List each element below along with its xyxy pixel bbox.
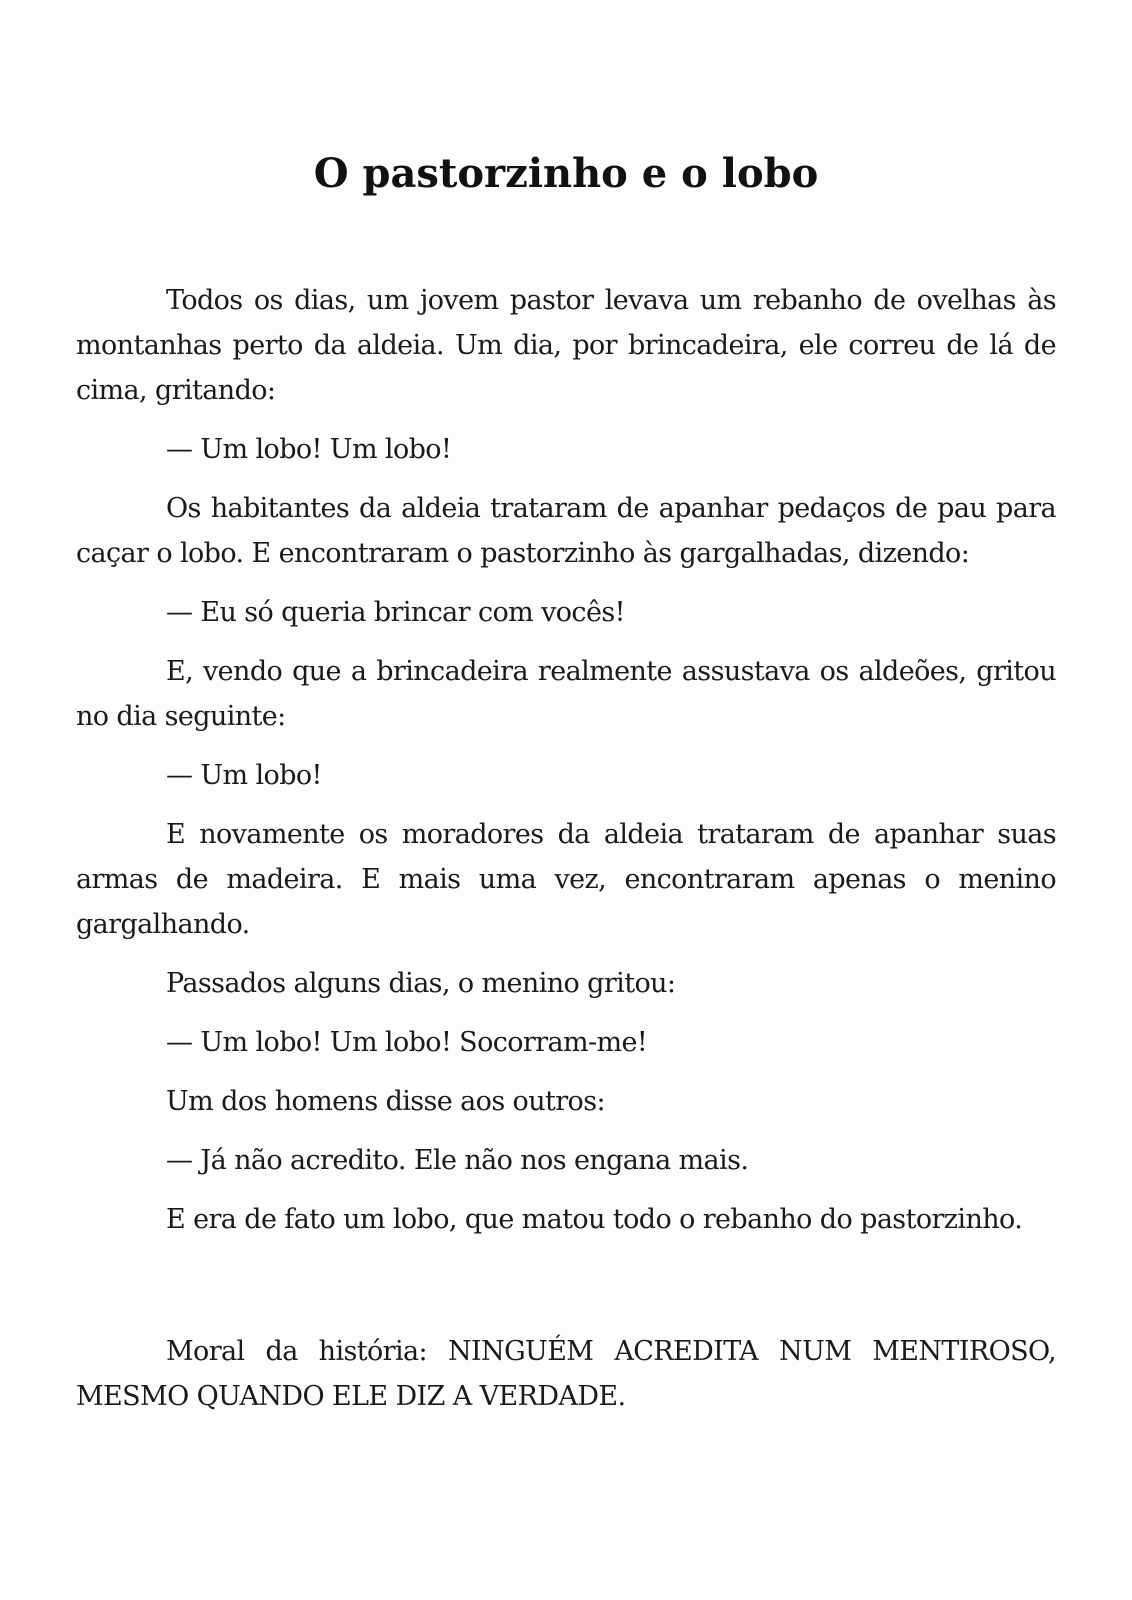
story-paragraph: E, vendo que a brincadeira realmente assustava os aldeões, gritou no dia seguinte: (76, 656, 1056, 732)
moral-statement: Moral da história: NINGUÉM ACREDITA NUM MENTIROSO, MESMO QUANDO ELE DIZ A VERDADE. (76, 1336, 1056, 1412)
story-paragraph: Um dos homens disse aos outros: (166, 1086, 605, 1117)
dialogue-line: — Já não acredito. Ele não nos engana mais. (166, 1145, 749, 1176)
dialogue-line: — Um lobo! Um lobo! (166, 434, 452, 465)
story-paragraph: Os habitantes da aldeia trataram de apanhar pedaços de pau para caçar o lobo. E encontraram o pastorzinho às gargalhadas, dizendo: (76, 493, 1056, 569)
document-title: O pastorzinho e o lobo (313, 150, 819, 197)
dialogue-line: — Um lobo! (166, 760, 322, 791)
story-paragraph: Passados alguns dias, o menino gritou: (166, 968, 676, 999)
story-paragraph: E era de fato um lobo, que matou todo o rebanho do pastorzinho. (166, 1204, 1023, 1235)
dialogue-line: — Um lobo! Um lobo! Socorram-me! (166, 1027, 648, 1058)
dialogue-line: — Eu só queria brincar com vocês! (166, 597, 625, 628)
story-body (76, 278, 1056, 1256)
story-paragraph: E novamente os moradores da aldeia trataram de apanhar suas armas de madeira. E mais uma vez, encontraram apenas o menino gargalhando. (76, 819, 1056, 940)
story-paragraph: Todos os dias, um jovem pastor levava um rebanho de ovelhas às montanhas perto da aldeia. Um dia, por brincadeira, ele correu de lá de cima, gritando: (76, 285, 1056, 406)
